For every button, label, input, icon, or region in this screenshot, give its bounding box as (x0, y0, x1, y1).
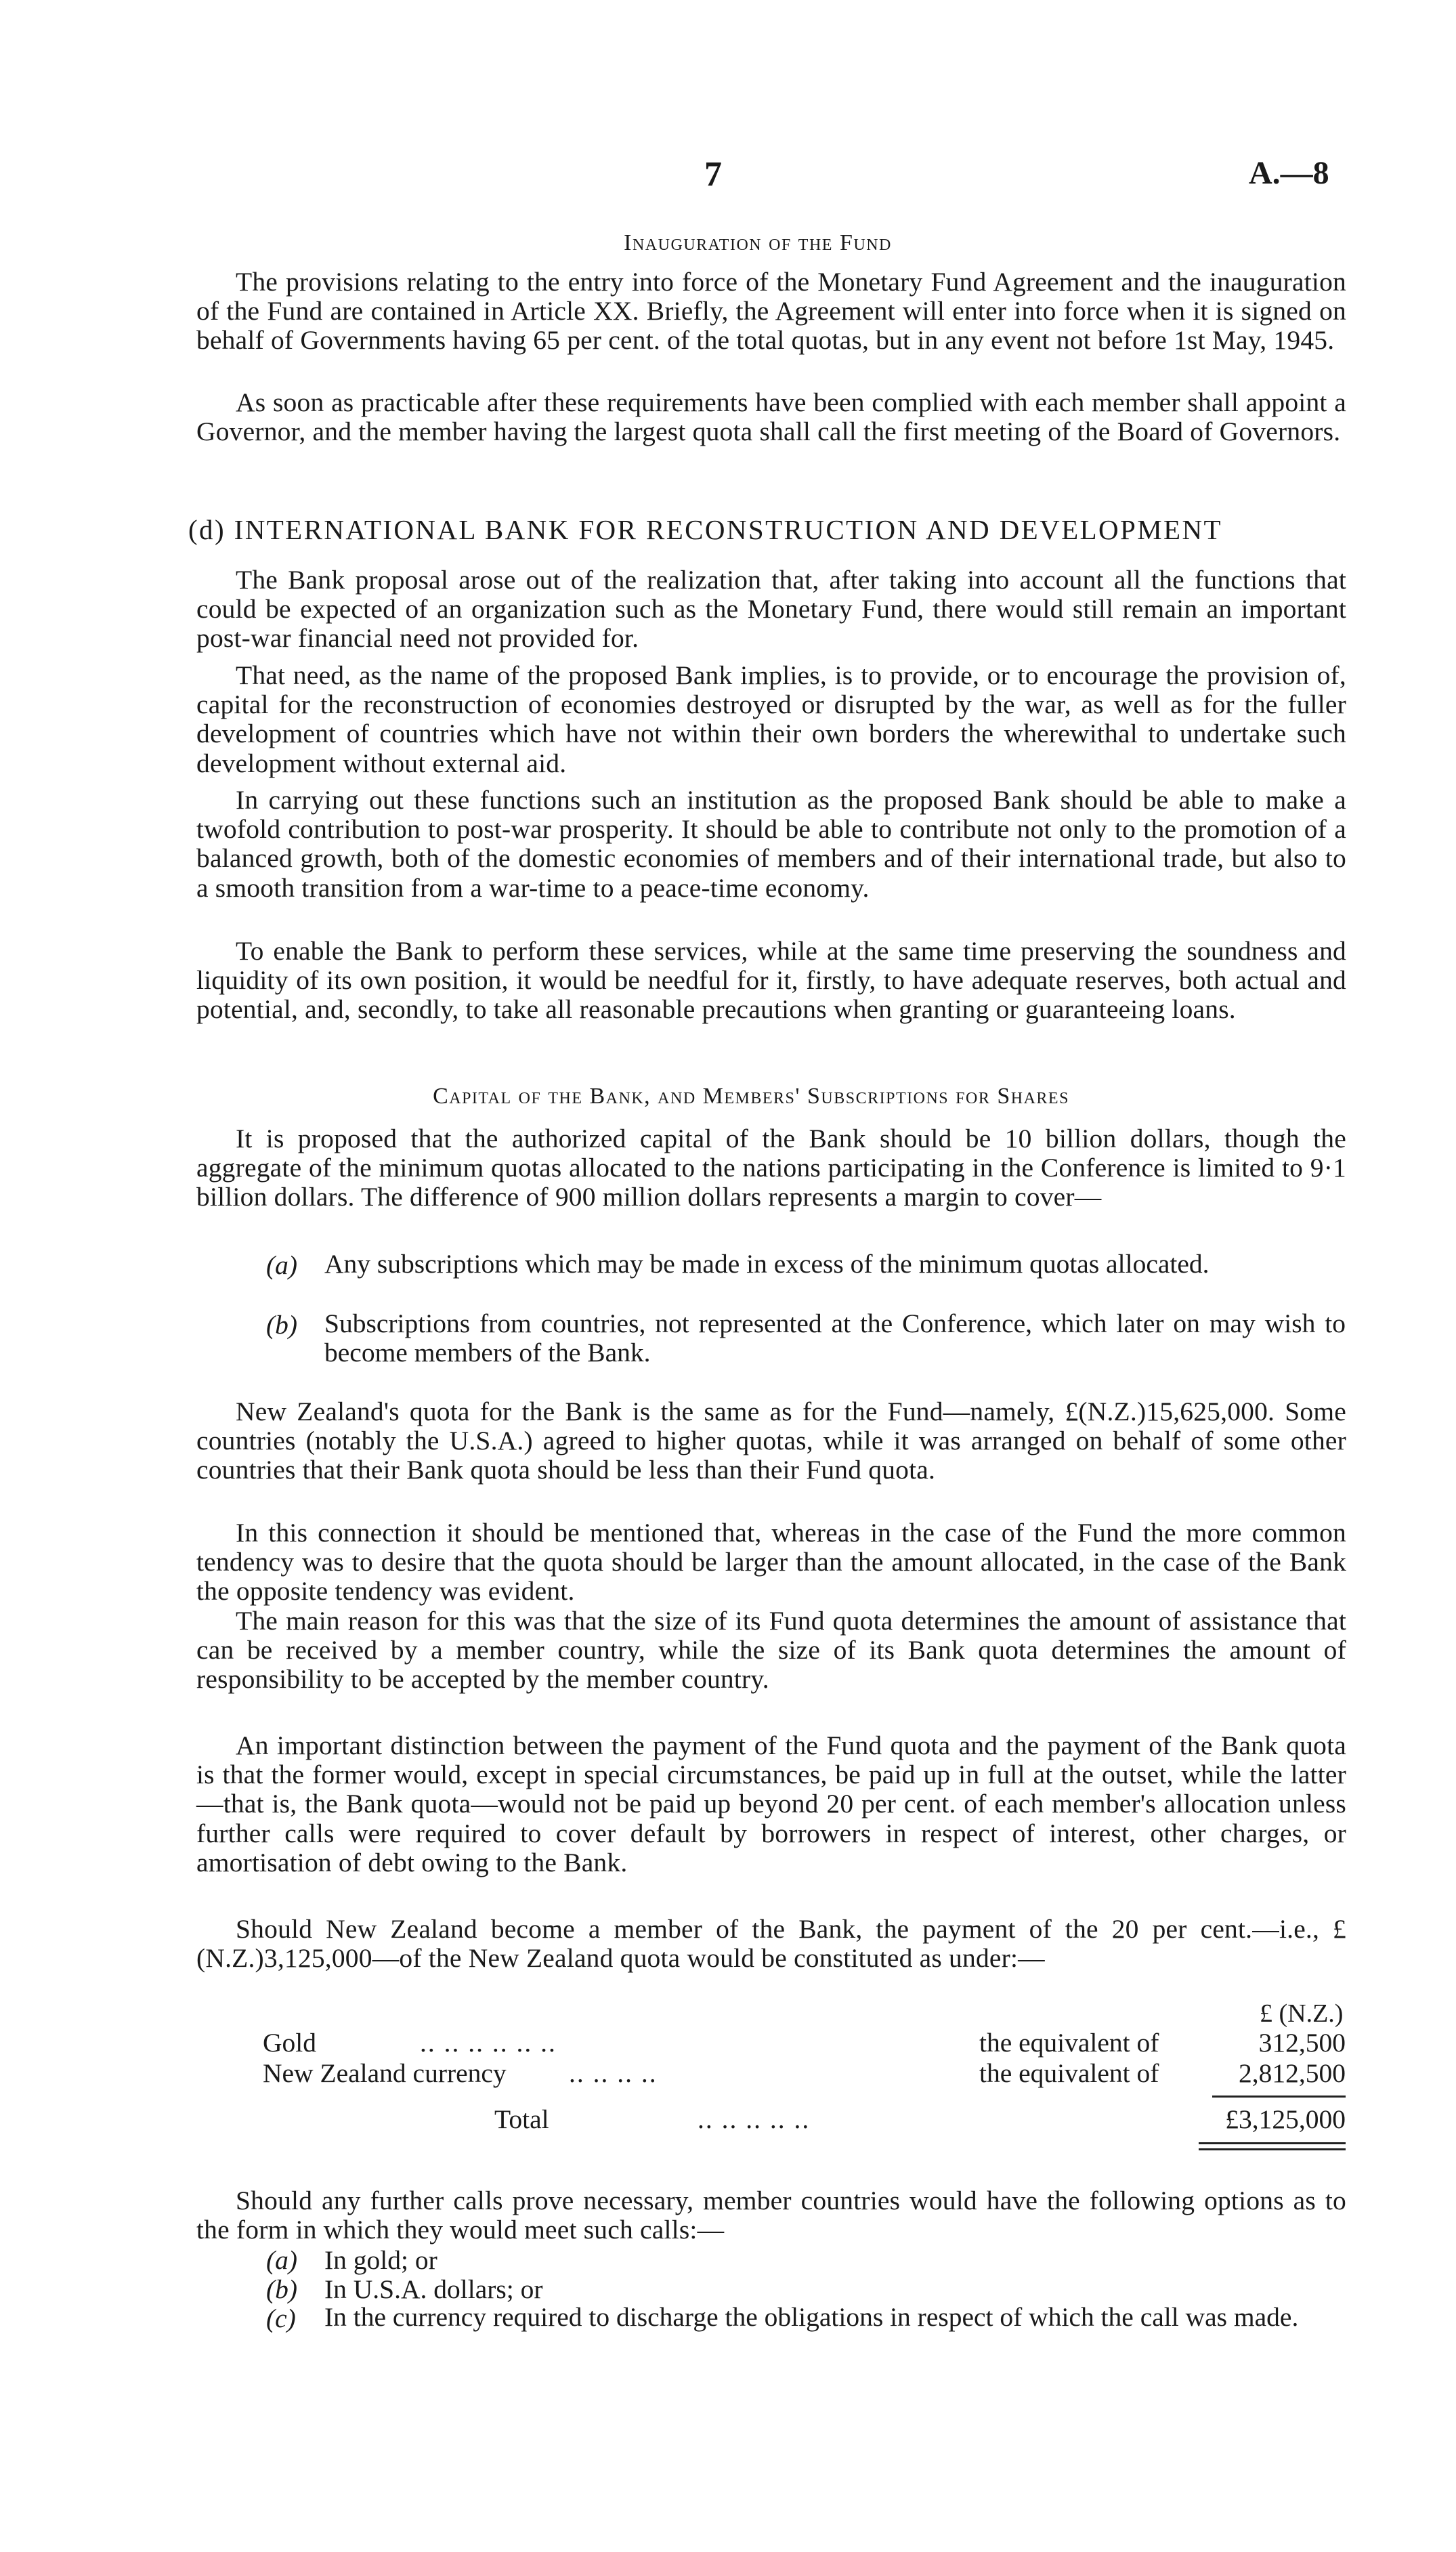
option-item: In gold; or (324, 2245, 437, 2275)
table-rule-double-top (1199, 2142, 1346, 2144)
paragraph: Should any further calls prove necessary, member countries would have the following options as to the form in which they would meet such calls:— (196, 2186, 1346, 2245)
bank-paragraph (196, 937, 1346, 1025)
option-item: In U.S.A. dollars; or (324, 2274, 543, 2304)
option-marker: (b) (266, 2274, 298, 2304)
paragraph: The Bank proposal arose out of the realization that, after taking into account all the functions that could be expected of an organization such as the Monetary Fund, there would still remain an important post-war financial need not provided for. (196, 565, 1346, 654)
paragraph: Should New Zealand become a member of the Bank, the payment of the 20 per cent.—i.e., £(N.Z.)3,125,000—of the New Zealand quota would be constituted as under:— (196, 1914, 1346, 1974)
section-capital (196, 1084, 1346, 1109)
capital-paragraph (196, 1607, 1346, 1695)
table-row-label: New Zealand currency (263, 2058, 507, 2088)
paragraph: New Zealand's quota for the Bank is the same as for the Fund—namely, £(N.Z.)15,625,000. Some countries (notably the U.S.A.) agreed to higher quotas, while it was arranged on behalf of some other countries that their Bank quota should be less than their Fund quota. (196, 1397, 1346, 1485)
section-fund (196, 230, 1346, 256)
table-row-desc: the equivalent of (979, 2058, 1159, 2088)
paragraph: The main reason for this was that the size of its Fund quota determines the amount of assistance that can be received by a member country, while the size of its Bank quota determines the amount of responsibility to be accepted by the member country. (196, 1606, 1346, 1695)
fund-paragraph (196, 268, 1346, 356)
option-item: In the currency required to discharge the obligations in respect of which the call was made. (324, 2302, 1299, 2332)
section-heading-capital: Capital of the Bank, and Members' Subscriptions for Shares (433, 1084, 1069, 1109)
page-number: 7 (704, 155, 722, 194)
option-marker: (a) (266, 2245, 298, 2275)
list-marker: (b) (266, 1310, 298, 1340)
table-rule (1212, 2096, 1346, 2098)
paragraph: In this connection it should be mentioned that, whereas in the case of the Fund the more common tendency was to desire that the quota should be larger than the amount allocated, in the case of the Bank the opposite tendency was evident. (196, 1518, 1346, 1607)
list-item: Any subscriptions which may be made in excess of the minimum quotas allocated. (324, 1249, 1209, 1279)
table-row-label: Gold (263, 2028, 316, 2058)
document-reference: A.—8 (1249, 155, 1329, 191)
paragraph: An important distinction between the payment of the Fund quota and the payment of the Bank quota is that the former would, except in special circumstances, be paid up in full at the outset, while the latter—that is, the Bank quota—would not be paid up beyond 20 per cent. of each member's allocation unless further calls were required to cover default by borrowers in respect of interest, other charges, or amortisation of debt owing to the Bank. (196, 1730, 1346, 1877)
fund-paragraph (196, 388, 1346, 446)
paragraph: The provisions relating to the entry into force of the Monetary Fund Agreement and the inauguration of the Fund are contained in Article XX. Briefly, the Agreement will enter into force when it is signed on behalf of Governments having 65 per cent. of the total quotas, but in any event not before 1st May, 1945. (196, 267, 1346, 356)
table-total-leaders: .. .. .. .. .. (698, 2104, 811, 2134)
table-row-leaders: .. .. .. .. .. .. (420, 2028, 557, 2058)
capital-intro (196, 1124, 1346, 1212)
list-item: Subscriptions from countries, not represented at the Conference, which later on may wish to become members of the Bank. (324, 1309, 1346, 1368)
paragraph: It is proposed that the authorized capital of the Bank should be 10 billion dollars, though the aggregate of the minimum quotas allocated to the nations participating in the Conference is limited to 9·1 billion dollars. The difference of 900 million dollars represents a margin to cover— (196, 1124, 1346, 1212)
bank-paragraph (196, 566, 1346, 654)
section-heading-bank: (d) INTERNATIONAL BANK FOR RECONSTRUCTION AND DEVELOPMENT (188, 514, 1222, 545)
capital-paragraph (196, 1915, 1346, 1973)
option-marker: (c) (266, 2303, 296, 2333)
paragraph: To enable the Bank to perform these services, while at the same time preserving the soundness and liquidity of its own position, it would be needful for it, firstly, to have adequate reserves, both actual and potential, and, secondly, to take all reasonable precautions when granting or guaranteeing loans. (196, 936, 1346, 1025)
paragraph: That need, as the name of the proposed Bank implies, is to provide, or to encourage the provision of, capital for the reconstruction of economies destroyed or disrupted by the war, as well as for the fuller development of countries which have not within their own borders the wherewithal to undertake such development without external aid. (196, 660, 1346, 778)
table-total-label: Total (494, 2104, 549, 2134)
bank-paragraph (196, 661, 1346, 778)
closing-paragraph (196, 2186, 1346, 2245)
paragraph: As soon as practicable after these requirements have been complied with each member shall appoint a Governor, and the member having the largest quota shall call the first meeting of the Board of Governors. (196, 387, 1346, 447)
capital-paragraph (196, 1397, 1346, 1485)
table-row-desc: the equivalent of (979, 2028, 1159, 2058)
table-total-amount: £3,125,000 (1225, 2104, 1346, 2134)
table-rule-double-bottom (1199, 2148, 1346, 2150)
list-marker: (a) (266, 1250, 298, 1280)
paragraph: In carrying out these functions such an institution as the proposed Bank should be able to make a twofold contribution to post-war prosperity. It should be able to contribute not only to the promotion of a balanced growth, both of the domestic economies of members and of their international trade, but also to a smooth transition from a war-time to a peace-time economy. (196, 785, 1346, 903)
bank-paragraph (196, 786, 1346, 903)
capital-paragraph (196, 1731, 1346, 1877)
section-heading-fund: Inauguration of the Fund (624, 230, 892, 255)
table-currency-header: £ (N.Z.) (1260, 1999, 1344, 2028)
table-row-amount: 2,812,500 (1239, 2058, 1346, 2088)
table-row-amount: 312,500 (1258, 2028, 1346, 2058)
capital-paragraph (196, 1518, 1346, 1607)
table-row-leaders: .. .. .. .. (569, 2058, 658, 2088)
